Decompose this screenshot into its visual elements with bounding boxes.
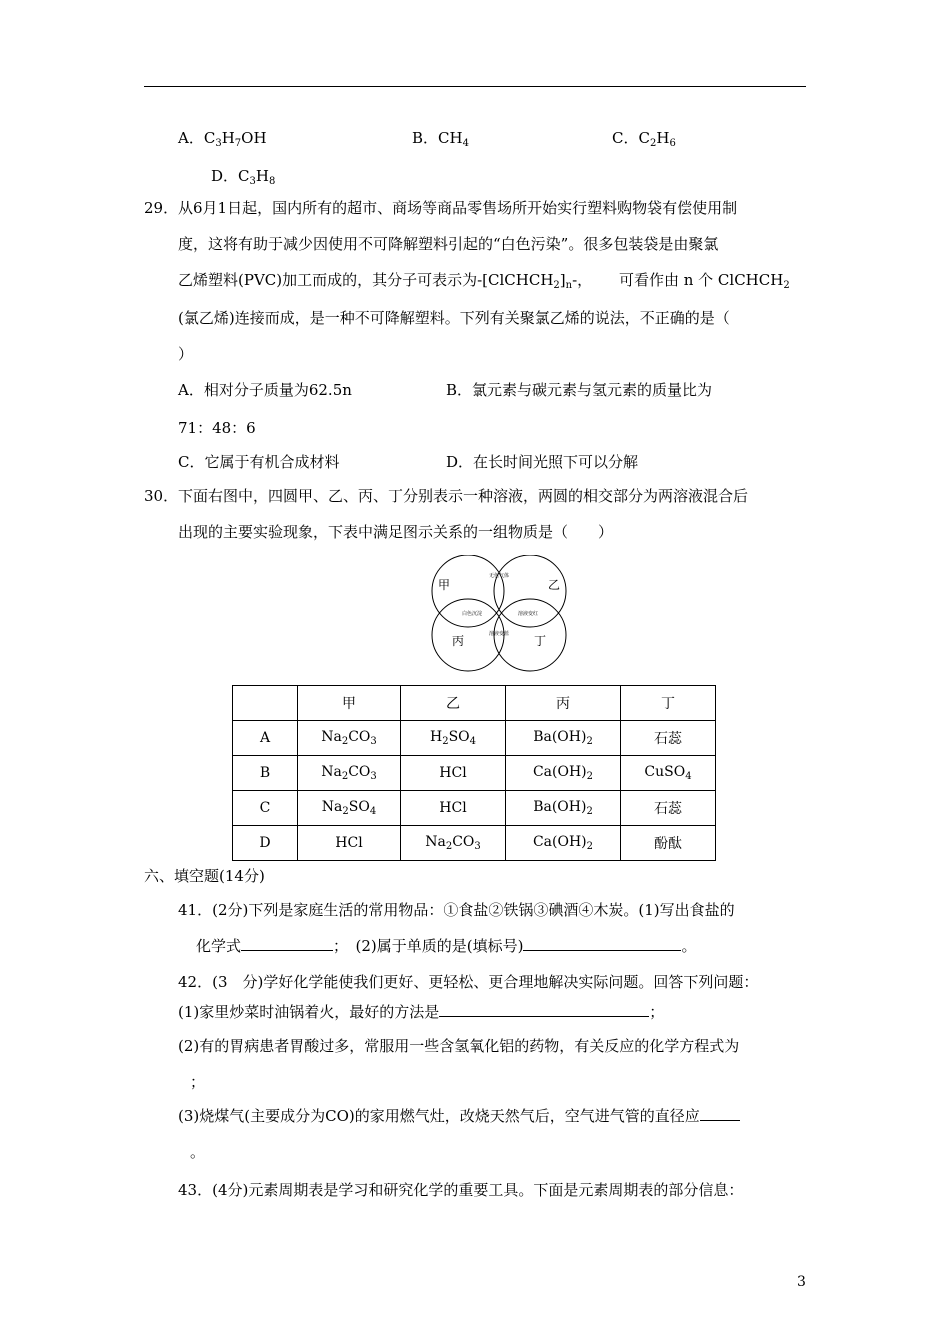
venn-top-overlap: 无色气体 [488, 573, 510, 579]
table-header: 丙 [506, 686, 621, 721]
table-cell: CuSO$_4$ [621, 756, 716, 791]
q29-option-b-cont: 71：48：6 [178, 419, 256, 437]
table-cell: HCl [401, 756, 506, 791]
table-cell: $Ca(OH)_2$ [506, 826, 621, 861]
q29-line-2: 度，这将有助于减少因使用不可降解塑料引起的“白色污染”。很多包装袋是由聚氯 [178, 235, 719, 253]
table-cell: $Ca(OH)_2$ [506, 756, 621, 791]
q28-option-c: C．$C_2H_6$ [612, 129, 676, 149]
venn-label-ding: 丁 [533, 634, 547, 648]
table-header: 乙 [401, 686, 506, 721]
q42-part-3: (3)烧煤气(主要成分为CO)的家用燃气灶，改烧天然气后，空气进气管的直径应 [178, 1106, 740, 1126]
table-header: 甲 [298, 686, 401, 721]
table-cell: HCl [298, 826, 401, 861]
table-cell: D [233, 826, 298, 861]
q42-line-1: 42．(3 分)学好化学能使我们更好、更轻松、更合理地解决实际问题。回答下列问题： [178, 973, 759, 991]
table-cell: $Ba(OH)_2$ [506, 791, 621, 826]
q29-option-a: A．相对分子质量为62.5n [178, 381, 352, 399]
q42-part-2-end: ； [190, 1073, 206, 1091]
section-6-title: 六、填空题(14分) [144, 867, 265, 885]
table-row [233, 826, 716, 861]
q29-line-4: (氯乙烯)连接而成，是一种不可降解塑料。下列有关聚氯乙烯的说法，不正确的是（ [178, 309, 730, 327]
q29-line-5: ） [178, 345, 194, 363]
venn-left-overlap: 白色沉淀 [461, 611, 483, 617]
q30-table [232, 685, 716, 861]
q41-line-2: 化学式 ； (2)属于单质的是(填标号) 。 [196, 937, 697, 955]
table-cell: A [233, 721, 298, 756]
answer-blank[interactable] [439, 1002, 649, 1017]
table-header: 丁 [621, 686, 716, 721]
table-row [233, 721, 716, 756]
q28-option-b: B．$CH_4$ [412, 129, 469, 149]
q29-number: 29． [144, 199, 179, 217]
venn-label-jia: 甲 [437, 578, 451, 592]
table-cell: $Na_2CO_3$ [298, 756, 401, 791]
answer-blank[interactable] [523, 936, 681, 951]
table-cell: HCl [401, 791, 506, 826]
table-cell: B [233, 756, 298, 791]
table-cell: $Na_2CO_3$ [401, 826, 506, 861]
q30-number: 30． [144, 487, 179, 505]
table-header-row [233, 686, 716, 721]
table-cell: $Ba(OH)_2$ [506, 721, 621, 756]
table-cell: C [233, 791, 298, 826]
q41-line-1: 41．(2分)下列是家庭生活的常用物品：①食盐②铁锅③碘酒④木炭。(1)写出食盐的 [178, 901, 735, 919]
venn-label-yi: 乙 [547, 578, 561, 592]
table-row [233, 756, 716, 791]
q29-option-b: B．氯元素与碳元素与氢元素的质量比为 [446, 381, 713, 399]
q28-option-a: A．$C_3H_7OH$ [178, 129, 267, 149]
q30-line-2: 出现的主要实验现象，下表中满足图示关系的一组物质是（ ） [178, 523, 614, 541]
table-cell: 石蕊 [621, 791, 716, 826]
venn-right-overlap: 溶液变红 [517, 611, 539, 617]
table-cell: 石蕊 [621, 721, 716, 756]
q43-line-1: 43．(4分)元素周期表是学习和研究化学的重要工具。下面是元素周期表的部分信息： [178, 1181, 744, 1199]
header-rule [144, 86, 806, 87]
q29-option-d: D．在长时间光照下可以分解 [446, 453, 639, 471]
table-cell: 酚酞 [621, 826, 716, 861]
q28-option-d: D．$C_3H_8$ [211, 167, 276, 187]
table-cell: $Na_2SO_4$ [298, 791, 401, 826]
q29-option-c: C．它属于有机合成材料 [178, 453, 340, 471]
venn-bottom-overlap: 溶液变蓝 [488, 631, 510, 637]
answer-blank[interactable] [241, 936, 333, 951]
q42-part-2: (2)有的胃病患者胃酸过多，常服用一些含氢氧化铝的药物，有关反应的化学方程式为 [178, 1037, 740, 1055]
q42-part-1: (1)家里炒菜时油锅着火，最好的方法是 ； [178, 1003, 665, 1021]
table-cell: $Na_2CO_3$ [298, 721, 401, 756]
q29-line-1: 从6月1日起，国内所有的超市、商场等商品零售场所开始实行塑料购物袋有偿使用制 [178, 199, 738, 217]
venn-label-bing: 丙 [451, 634, 465, 648]
table-cell: $H_2SO_4$ [401, 721, 506, 756]
answer-blank[interactable] [700, 1106, 740, 1121]
q30-line-1: 下面右图中，四圆甲、乙、丙、丁分别表示一种溶液，两圆的相交部分为两溶液混合后 [178, 487, 749, 505]
q42-part-3-end: 。 [190, 1143, 206, 1161]
venn-diagram [420, 555, 580, 673]
page-number: 3 [797, 1274, 806, 1290]
table-header [233, 686, 298, 721]
q29-line-3: 乙烯塑料(PVC)加工而成的，其分子可表示为$-[ClCHCH_2]_n-$， 可看作由 n 个 ClCHCH$_2$ [178, 271, 790, 291]
table-row [233, 791, 716, 826]
